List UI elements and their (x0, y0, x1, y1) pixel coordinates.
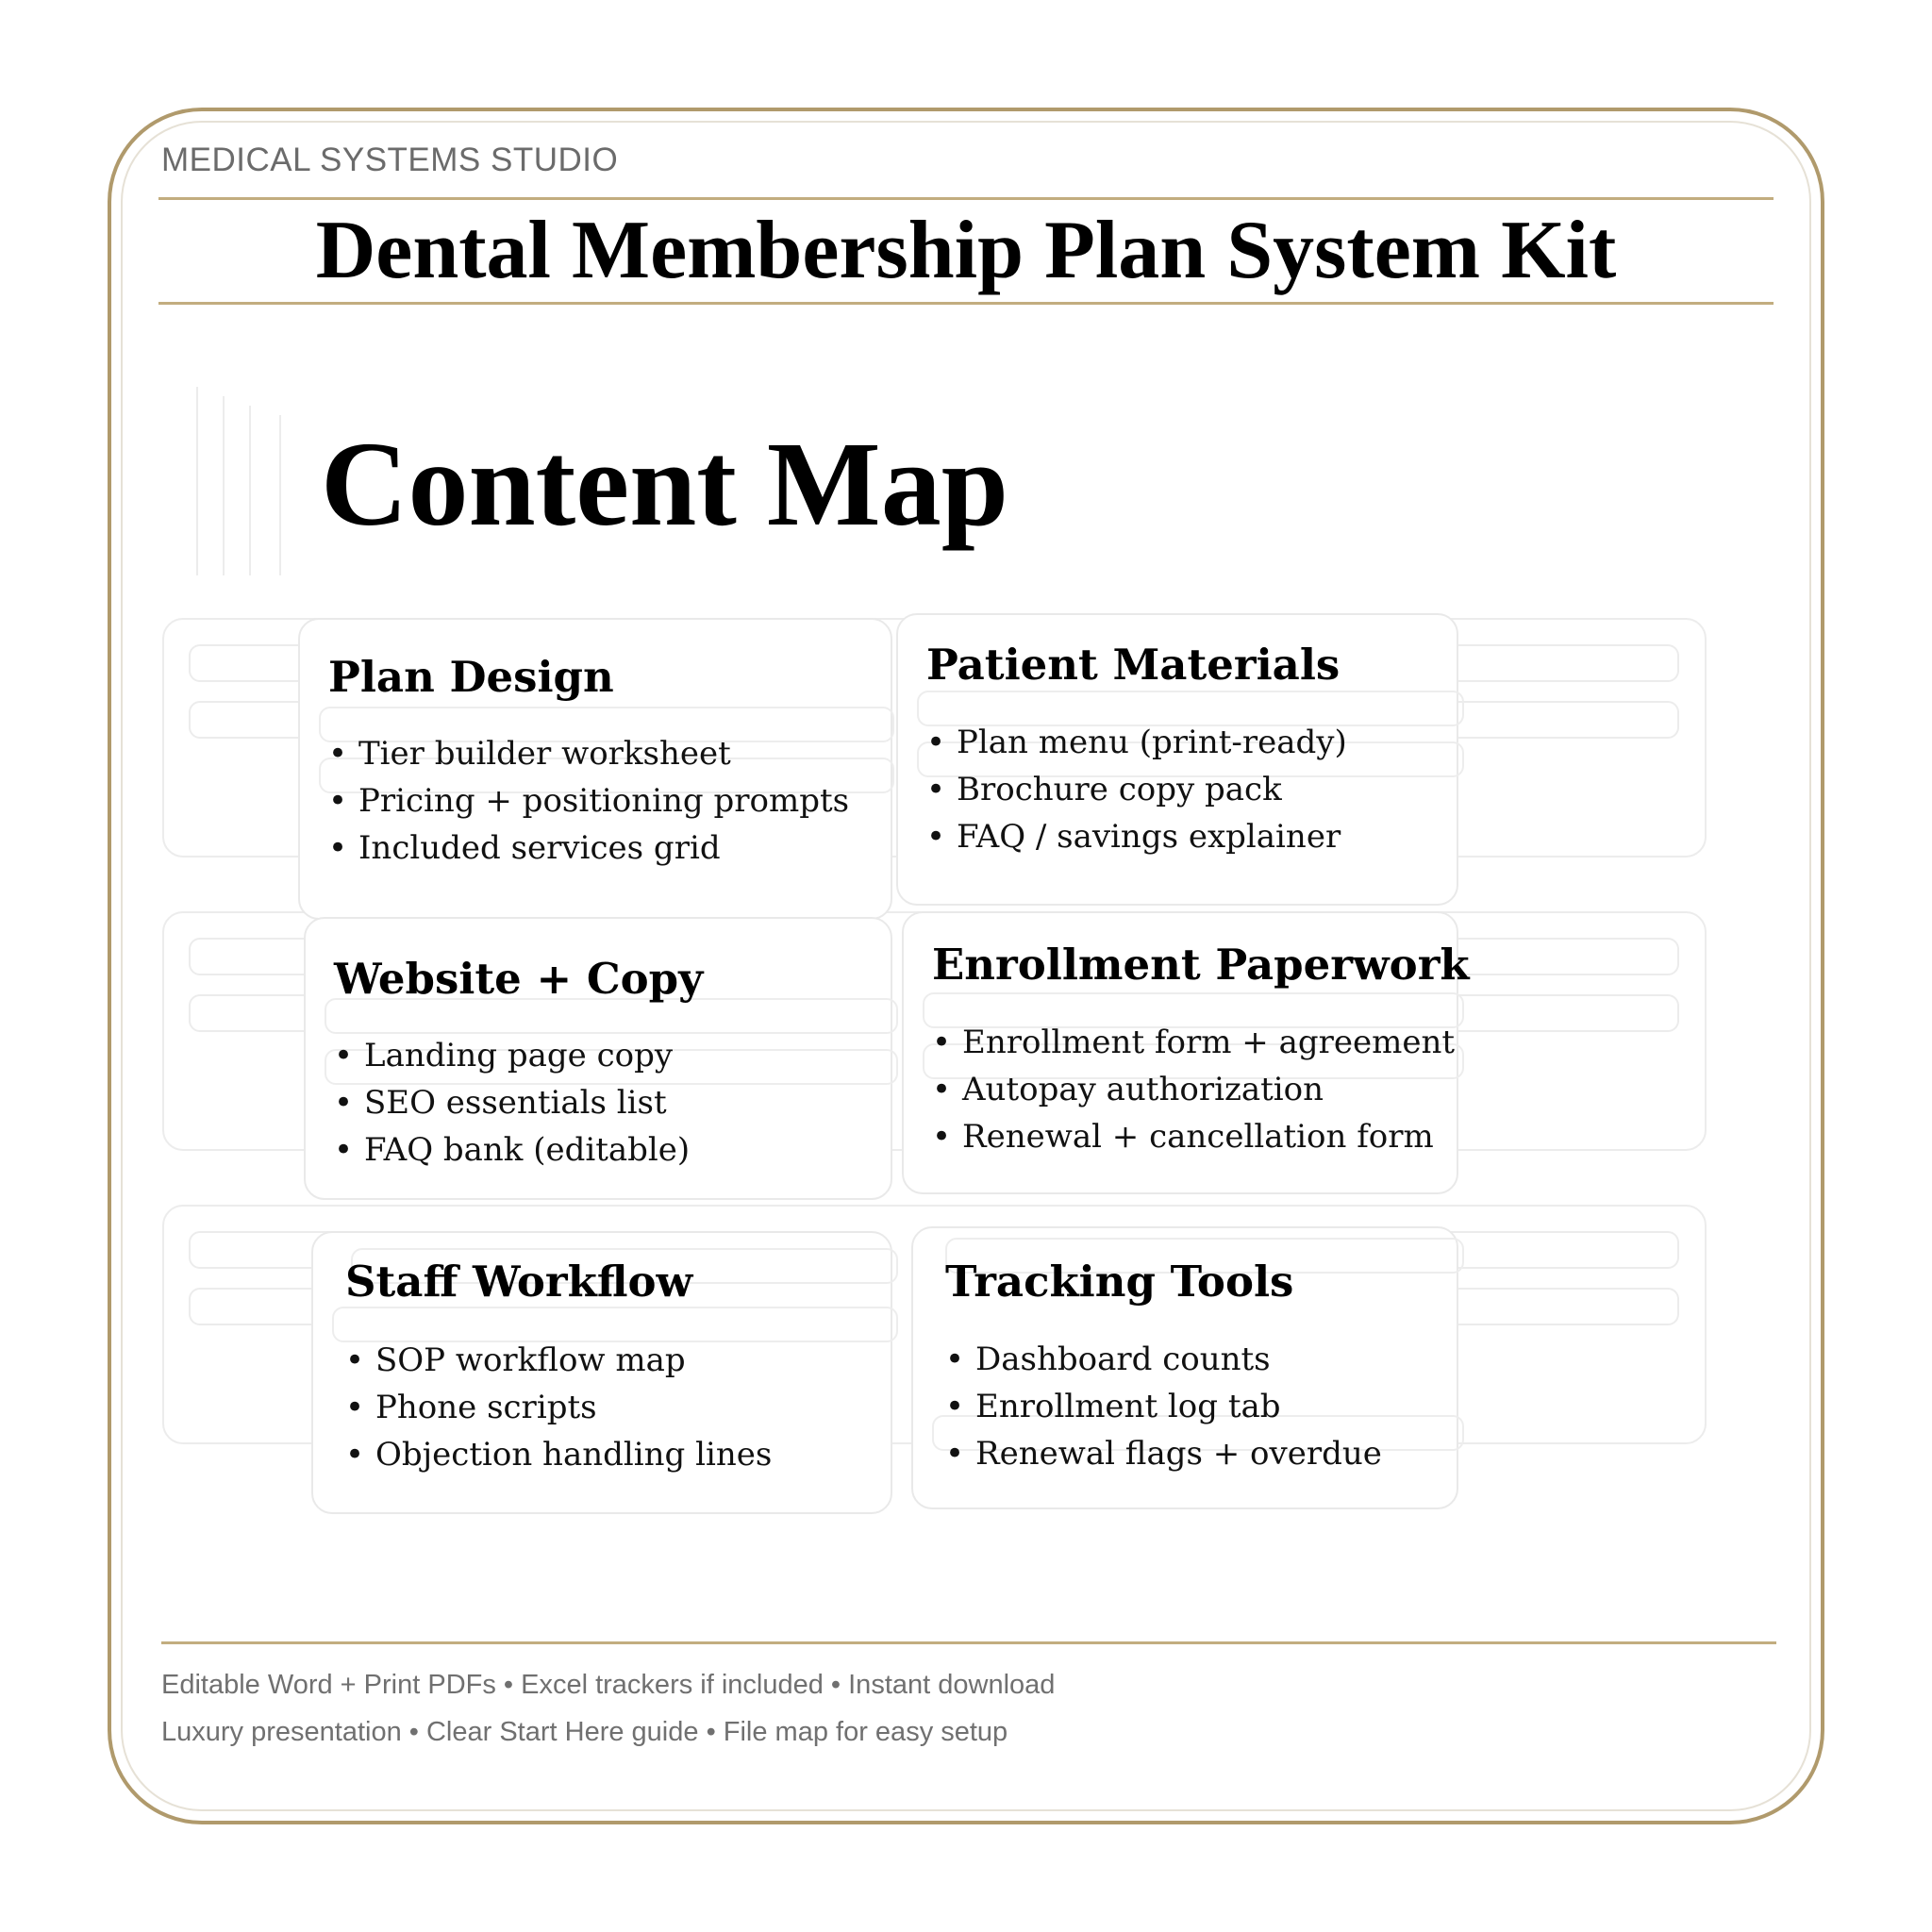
list-item: • Renewal flags + overdue (945, 1430, 1382, 1477)
card-staff-workflow (311, 1231, 892, 1514)
card-enrollment-paperwork (902, 911, 1470, 1194)
list-item: • SOP workflow map (345, 1337, 772, 1384)
list-item: • Phone scripts (345, 1384, 772, 1431)
card-title: Patient Materials (926, 640, 1341, 690)
list-item: • Objection handling lines (345, 1431, 772, 1478)
card-item-list (328, 730, 849, 872)
header-top-rule (158, 197, 1774, 200)
list-item: • FAQ / savings explainer (926, 813, 1347, 860)
list-item: • Enrollment form + agreement (932, 1019, 1455, 1066)
card-plan-design (298, 618, 892, 920)
card-item-list (932, 1019, 1455, 1160)
card-title: Tracking Tools (945, 1257, 1294, 1307)
card-item-list (334, 1032, 690, 1174)
list-item: • Included services grid (328, 824, 849, 872)
card-item-list (345, 1337, 772, 1478)
decorative-line (249, 406, 251, 575)
decorative-line (223, 396, 225, 575)
card-title: Staff Workflow (345, 1257, 693, 1307)
kit-title: Dental Membership Plan System Kit (315, 205, 1617, 296)
card-title: Enrollment Paperwork (932, 940, 1470, 990)
list-item: • FAQ bank (editable) (334, 1126, 690, 1174)
section-title: Content Map (321, 417, 1008, 551)
decorative-line (196, 387, 198, 575)
card-tracking-tools (911, 1226, 1458, 1509)
card-patient-materials (896, 613, 1458, 906)
card-item-list (945, 1336, 1382, 1477)
list-item: • Plan menu (print-ready) (926, 719, 1347, 766)
list-item: • Enrollment log tab (945, 1383, 1382, 1430)
footer-features-line-1: Editable Word + Print PDFs • Excel trackers if included • Instant download (161, 1670, 1056, 1700)
brand-label: MEDICAL SYSTEMS STUDIO (161, 142, 619, 178)
decorative-line (279, 415, 281, 575)
list-item: • Renewal + cancellation form (932, 1113, 1455, 1160)
list-item: • Pricing + positioning prompts (328, 777, 849, 824)
list-item: • Tier builder worksheet (328, 730, 849, 777)
list-item: • SEO essentials list (334, 1079, 690, 1126)
card-title: Plan Design (328, 652, 614, 702)
card-title: Website + Copy (334, 954, 704, 1004)
list-item: • Dashboard counts (945, 1336, 1382, 1383)
list-item: • Landing page copy (334, 1032, 690, 1079)
footer-features-line-2: Luxury presentation • Clear Start Here guide • File map for easy setup (161, 1717, 1008, 1747)
card-item-list (926, 719, 1347, 860)
footer-rule (161, 1641, 1776, 1644)
card-website-copy (304, 917, 892, 1200)
list-item: • Autopay authorization (932, 1066, 1455, 1113)
list-item: • Brochure copy pack (926, 766, 1347, 813)
header-bottom-rule (158, 302, 1774, 305)
